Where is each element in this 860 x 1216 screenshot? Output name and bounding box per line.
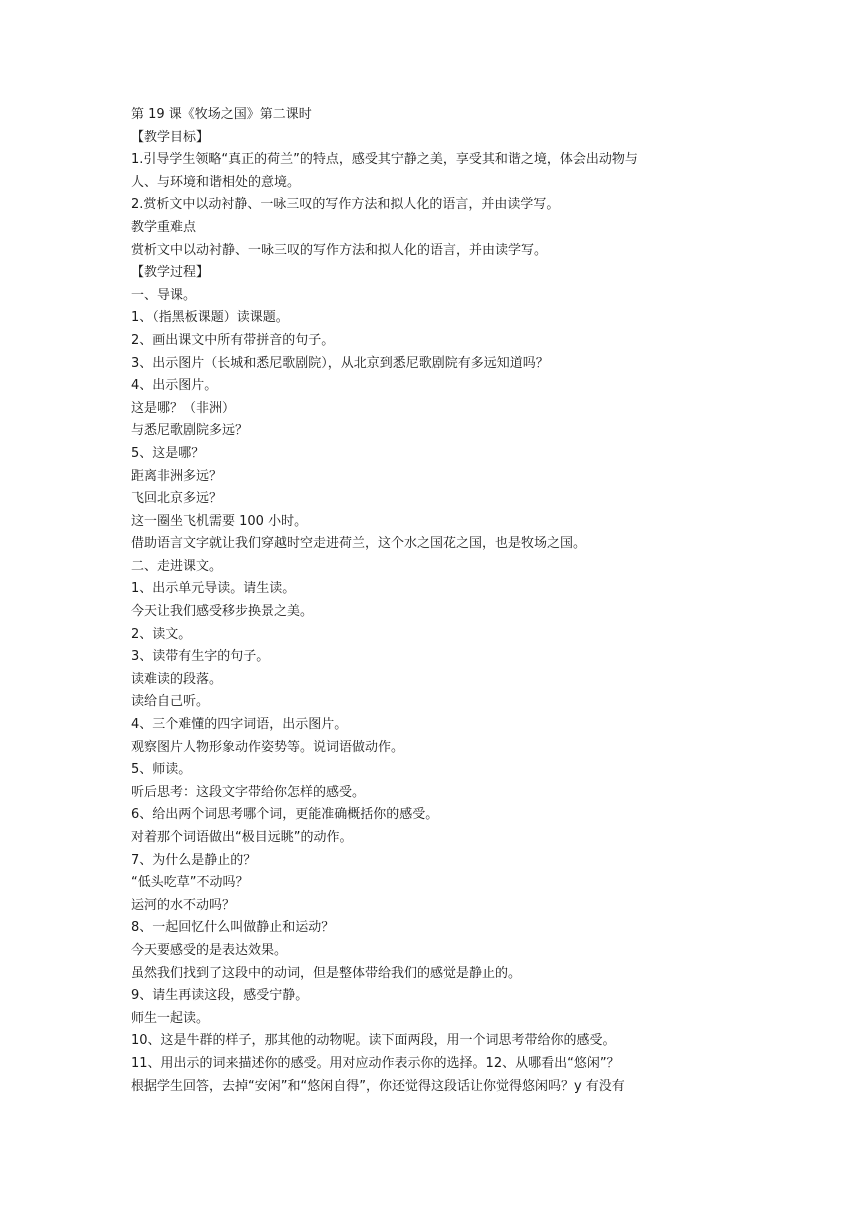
text-line: 距离非洲多远？ <box>131 468 223 484</box>
text-line: 飞回北京多远？ <box>131 491 223 507</box>
text-line: “低头吃草”不动吗？ <box>131 875 249 891</box>
text-line: 2、读文。 <box>131 626 192 642</box>
text-line: 11、用出示的词来描述你的感受。用对应动作表示你的选择。12、从哪看出“悠闲”？ <box>131 1055 620 1071</box>
text-line: 7、为什么是静止的？ <box>131 852 257 868</box>
text-line: 8、一起回忆什么叫做静止和运动？ <box>131 920 335 936</box>
text-line: 5、这是哪？ <box>131 445 205 461</box>
text-line: 观察图片人物形象动作姿势等。说词语做动作。 <box>131 739 405 755</box>
text-line: 今天要感受的是表达效果。 <box>131 942 288 958</box>
text-line: 运河的水不动吗？ <box>131 897 236 913</box>
text-line: 这是哪？（非洲） <box>131 400 236 416</box>
text-line: 今天让我们感受移步换景之美。 <box>131 604 314 620</box>
text-line: 4、出示图片。 <box>131 378 218 394</box>
text-line: 3、读带有生字的句子。 <box>131 649 270 665</box>
text-line: 借助语言文字就让我们穿越时空走进荷兰，这个水之国花之国，也是牧场之国。 <box>131 536 587 552</box>
text-line: 虽然我们找到了这段中的动词，但是整体带给我们的感觉是静止的。 <box>131 965 522 981</box>
text-line: 读给自己听。 <box>131 694 210 710</box>
text-line: 师生一起读。 <box>131 1010 210 1026</box>
text-line: 读难读的段落。 <box>131 671 223 687</box>
text-line: 2、画出课文中所有带拼音的句子。 <box>131 332 335 348</box>
text-line: 与悉尼歌剧院多远？ <box>131 423 249 439</box>
goal-1-line-1: 1.引导学生领略“真正的荷兰”的特点，感受其宁静之美，享受其和谐之境，体会出动物与 <box>131 152 638 168</box>
goal-2: 2.赏析文中以动衬静、一咏三叹的写作方法和拟人化的语言，并由读学写。 <box>131 197 560 213</box>
part-1-heading: 一、导课。 <box>131 287 197 303</box>
text-line: 10、这是牛群的样子，那其他的动物呢。读下面两段，用一个词思考带给你的感受。 <box>131 1033 616 1049</box>
text-line: 5、师读。 <box>131 762 192 778</box>
goal-1-line-2: 人、与环境和谐相处的意境。 <box>131 174 301 190</box>
text-line: 9、请生再读这段，感受宁静。 <box>131 988 309 1004</box>
text-line: 1、（指黑板课题）读课题。 <box>131 310 289 326</box>
section-heading-teaching-process: 【教学过程】 <box>131 265 210 281</box>
text-line: 3、出示图片（长城和悉尼歌剧院），从北京到悉尼歌剧院有多远知道吗？ <box>131 355 549 371</box>
key-points-text: 赏析文中以动衬静、一咏三叹的写作方法和拟人化的语言，并由读学写。 <box>131 242 548 258</box>
lesson-title: 第 19 课《牧场之国》第二课时 <box>131 107 312 122</box>
document-body <box>131 104 741 1098</box>
text-line: 对着那个词语做出“极目远眺”的动作。 <box>131 830 353 845</box>
text-line: 1、出示单元导读。请生读。 <box>131 581 296 597</box>
text-line: 6、给出两个词思考哪个词，更能准确概括你的感受。 <box>131 807 439 823</box>
section-heading-key-points: 教学重难点 <box>131 219 197 235</box>
text-line: 根据学生回答，去掉“安闲”和“悠闲自得”，你还觉得这段话让你觉得悠闲吗？y 有没有 <box>131 1078 625 1094</box>
text-line: 听后思考：这段文字带给你怎样的感受。 <box>131 784 366 800</box>
section-heading-teaching-goals: 【教学目标】 <box>131 129 210 145</box>
text-line: 这一圈坐飞机需要 100 小时。 <box>131 513 308 529</box>
text-line: 4、三个难懂的四字词语，出示图片。 <box>131 717 348 733</box>
part-2-heading: 二、走进课文。 <box>131 558 223 574</box>
